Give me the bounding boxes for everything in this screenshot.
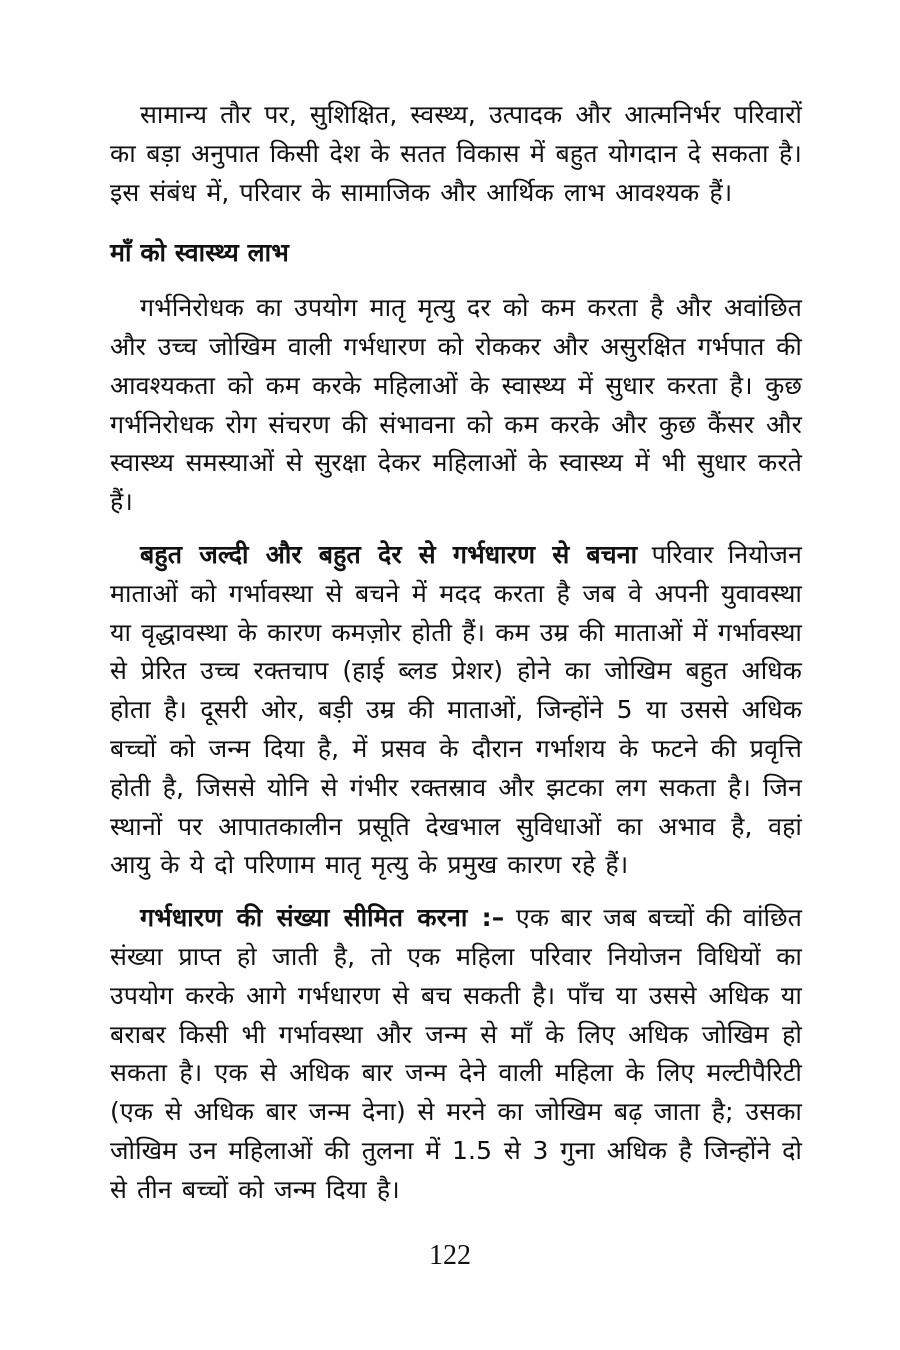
paragraph-limit-pregnancies-lead: गर्भधारण की संख्या सीमित करना :– [140,903,505,933]
paragraph-contraceptive [110,289,802,522]
paragraph-pregnancy-timing-lead: बहुत जल्दी और बहुत देर से गर्भधारण से बचना [140,539,638,569]
paragraph-pregnancy-timing [110,536,802,885]
section-heading-mother-health: माँ को स्वास्थ्य लाभ [110,238,289,268]
paragraph-contraceptive-text: गर्भनिरोधक का उपयोग मातृ मृत्यु दर को कम करता है और अवांछित और उच्च जोखिम वाली गर्भधारण को रोककर और असुरक्षित गर्भपात की आवश्यकता को कम करके महिलाओं के स्वास्थ्य में सुधार करता है। कुछ गर्भनिरोधक रोग संचरण की संभावना को कम करके और कुछ कैंसर और स्वास्थ्य समस्याओं से सुरक्षा देकर महिलाओं के स्वास्थ्य में भी सुधार करते हैं। [110,293,802,517]
text-block [110,96,802,1224]
paragraph-limit-pregnancies-text: एक बार जब बच्चों की वांछित संख्या प्राप्त हो जाती है, तो एक महिला परिवार नियोजन विधियों का उपयोग करके आगे गर्भधारण से बच सकती है। पाँच या उससे अधिक या बराबर किसी भी गर्भावस्था और जन्म से माँ के लिए अधिक जोखिम हो सकता है। एक से अधिक बार जन्म देने वाली महिला के लिए मल्टीपैरिटी (एक से अधिक बार जन्म देना) से मरने का जोखिम बढ़ जाता है; उसका जोखिम उन महिलाओं की तुलना में 1.5 से 3 गुना अधिक है जिन्होंने दो से तीन बच्चों को जन्म दिया है। [110,903,802,1204]
paragraph-limit-pregnancies [110,899,802,1209]
paragraph-intro [110,96,802,212]
paragraph-intro-text: सामान्य तौर पर, सुशिक्षित, स्वस्थ्य, उत्पादक और आत्मनिर्भर परिवारों का बड़ा अनुपात किसी देश के सतत विकास में बहुत योगदान दे सकता है। इस संबंध में, परिवार के सामाजिक और आर्थिक लाभ आवश्यक हैं। [110,100,802,207]
paragraph-pregnancy-timing-text: परिवार नियोजन माताओं को गर्भावस्था से बचने में मदद करता है जब वे अपनी युवावस्था या वृद्धावस्था के कारण कमज़ोर होती हैं। कम उम्र की माताओं में गर्भावस्था से प्रेरित उच्च रक्तचाप (हाई ब्लड प्रेशर) होने का जोखिम बहुत अधिक होता है। दूसरी ओर, बड़ी उम्र की माताओं, जिन्होंने 5 या उससे अधिक बच्चों को जन्म दिया है, में प्रसव के दौरान गर्भाशय के फटने की प्रवृत्ति होती है, जिससे योनि से गंभीर रक्तस्राव और झटका लग सकता है। जिन स्थानों पर आपातकालीन प्रसूति देखभाल सुविधाओं का अभाव है, वहां आयु के ये दो परिणाम मातृ मृत्यु के प्रमुख कारण रहे हैं। [110,539,802,880]
page-number: 122 [429,1240,471,1271]
